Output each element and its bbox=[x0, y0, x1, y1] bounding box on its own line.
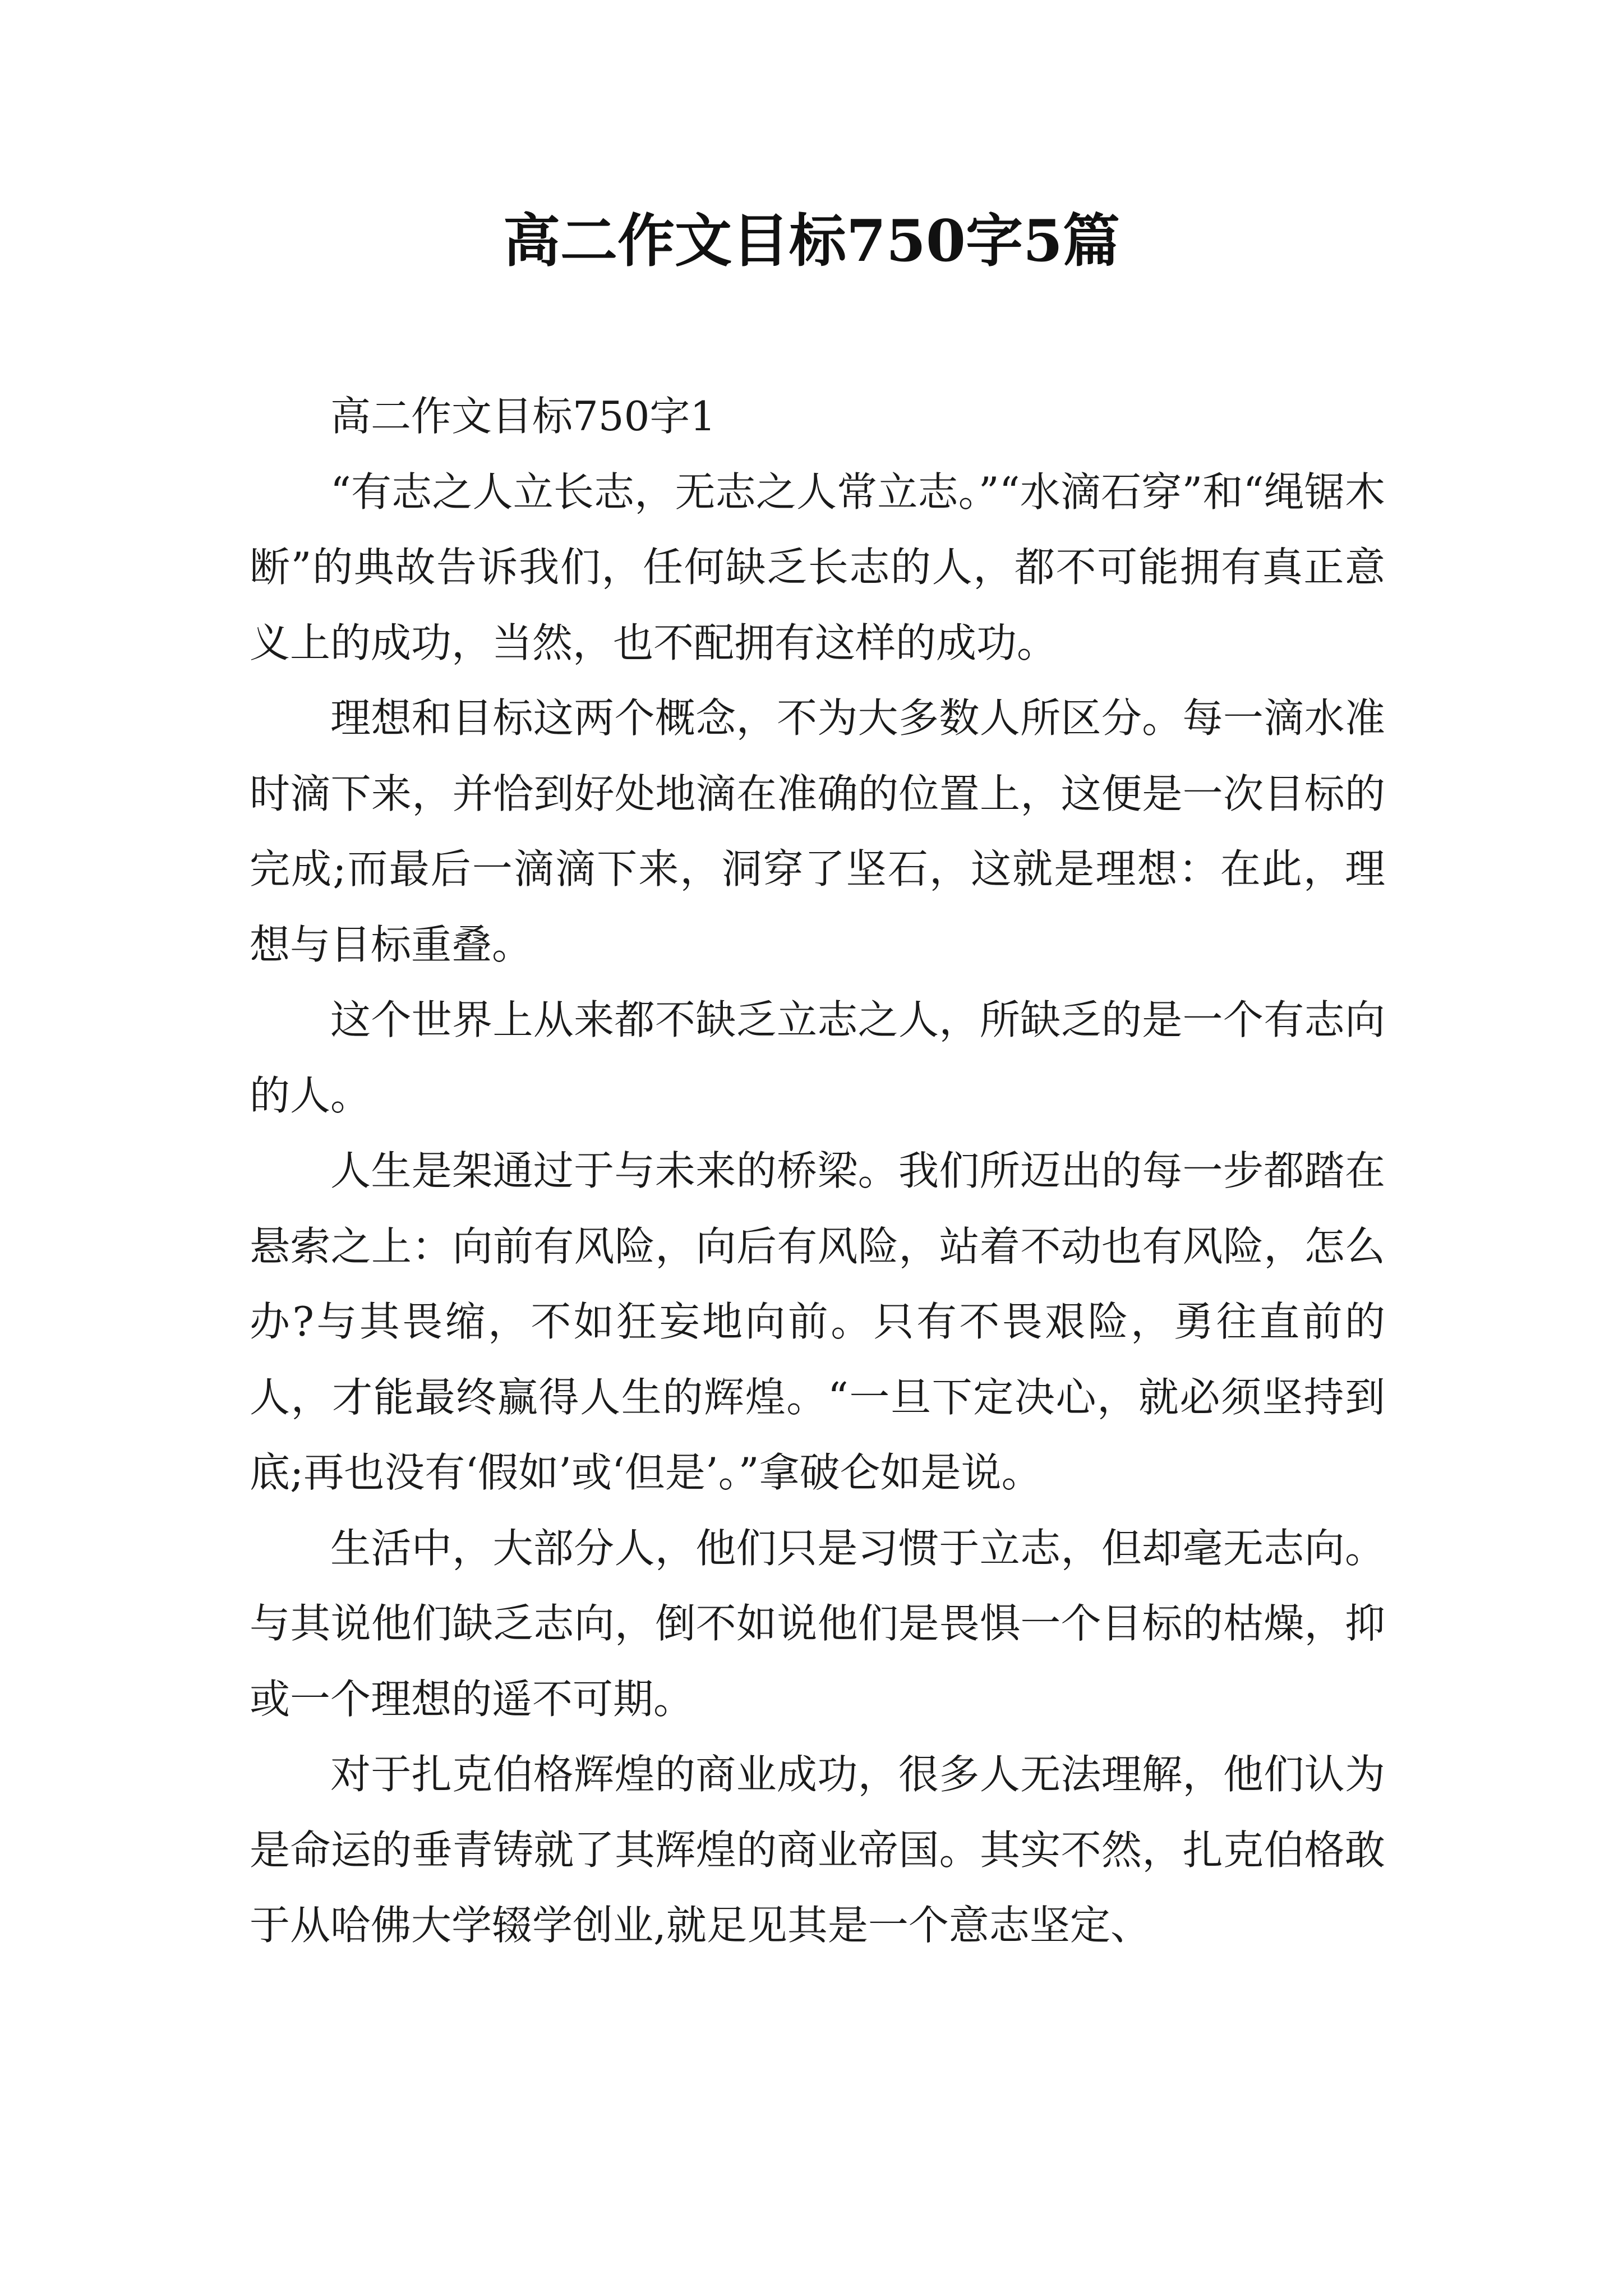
document-body bbox=[250, 379, 1385, 1963]
paragraph: 生活中，大部分人，他们只是习惯于立志，但却毫无志向。与其说他们缺乏志向，倒不如说他们是畏惧一个目标的枯燥，抑或一个理想的遥不可期。 bbox=[250, 1524, 1385, 1723]
section-heading: 高二作文目标750字1 bbox=[330, 393, 716, 440]
paragraph: “有志之人立长志，无志之人常立志。”“水滴石穿”和“绳锯木断”的典故告诉我们，任何缺乏长志的人，都不可能拥有真正意义上的成功，当然，也不配拥有这样的成功。 bbox=[250, 468, 1385, 666]
paragraph: 对于扎克伯格辉煌的商业成功，很多人无法理解，他们认为是命运的垂青铸就了其辉煌的商业帝国。其实不然，扎克伯格敢于从哈佛大学辍学创业,就足见其是一个意志坚定、 bbox=[250, 1751, 1385, 1949]
paragraph: 人生是架通过于与未来的桥梁。我们所迈出的每一步都踏在悬索之上：向前有风险，向后有风险，站着不动也有风险，怎么办?与其畏缩，不如狂妄地向前。只有不畏艰险，勇往直前的人，才能最终赢得人生的辉煌。“一旦下定决心，就必须坚持到底;再也没有‘假如’或‘但是’。”拿破仑如是说。 bbox=[250, 1147, 1385, 1496]
paragraph: 这个世界上从来都不缺乏立志之人，所缺乏的是一个有志向的人。 bbox=[250, 996, 1385, 1119]
paragraph: 理想和目标这两个概念，不为大多数人所区分。每一滴水准时滴下来，并恰到好处地滴在准确的位置上，这便是一次目标的完成;而最后一滴滴下来，洞穿了坚石，这就是理想：在此，理想与目标重叠。 bbox=[250, 694, 1385, 968]
document-title: 高二作文目标750字5篇 bbox=[503, 208, 1120, 275]
